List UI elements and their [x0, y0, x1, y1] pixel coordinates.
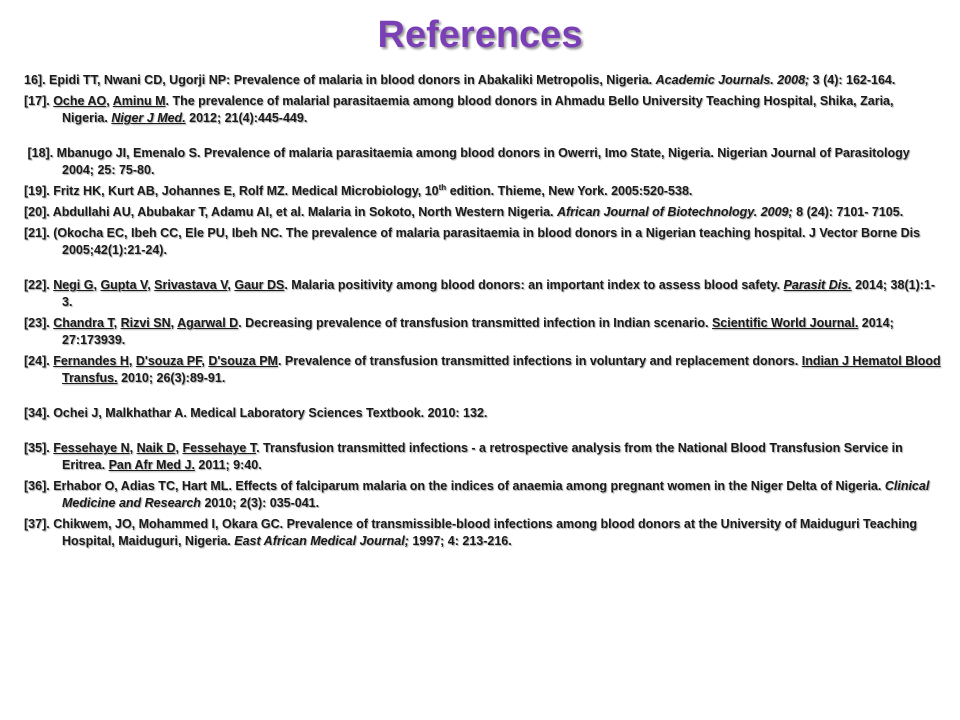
author-link[interactable]: Fernandes H — [53, 354, 129, 368]
ref-text: 2014; 27:173939. — [62, 316, 894, 347]
reference-21 — [24, 225, 942, 259]
author-link[interactable]: Gupta V — [100, 278, 148, 292]
author-link[interactable]: Naik D — [136, 441, 176, 455]
ref-text: Mbanugo JI, Emenalo S. Prevalence of malaria parasitaemia among blood donors in Owerri, Imo State, Nigeria. Nigerian Journal of Parasitology 2004; 25: 75-80. — [56, 146, 910, 177]
ref-text: (Okocha EC, Ibeh CC, Ele PU, Ibeh NC. The prevalence of malaria parasitaemia in blood donors in a Nigerian teaching hospital. J Vector Borne Dis 2005;42(1):21-24). — [53, 226, 921, 257]
author-link[interactable]: Fessehaye T — [182, 441, 257, 455]
ref-text: . Prevalence of transfusion transmitted infections in voluntary and replacement donors. — [277, 354, 799, 368]
author-link[interactable]: Fessehaye N — [53, 441, 130, 455]
ref-journal: East African Medical Journal; — [234, 534, 409, 548]
page-title: References — [377, 14, 583, 56]
ref-text: Abdullahi AU, Abubakar T, Adamu AI, et al. Malaria in Sokoto, North Western Nigeria. — [52, 205, 554, 219]
author-link[interactable]: D'souza PF — [135, 354, 202, 368]
ref-text: 2014; 38(1):1-3. — [62, 278, 936, 309]
author-link[interactable]: Gaur DS — [234, 278, 285, 292]
ref-text: 2010; 2(3): 035-041. — [204, 496, 320, 510]
author-link[interactable]: Aminu M — [112, 94, 166, 108]
ref-text: Erhabor O, Adias TC, Hart ML. Effects of falciparum malaria on the indices of anaemia among pregnant women in the Niger Delta of Nigeria. — [53, 479, 882, 493]
ref-text: 2010; 26(3):89-91. — [121, 371, 226, 385]
reference-20 — [24, 204, 942, 221]
journal-link[interactable]: Scientific World Journal. — [711, 316, 859, 330]
ref-number: [22]. — [24, 278, 50, 292]
ref-text: . The prevalence of malarial parasitaemia among blood donors in Ahmadu Bello University Teaching Hospital, Shika, Zaria, Nigeria. — [62, 94, 894, 125]
author-link[interactable]: D'souza PM — [208, 354, 278, 368]
ref-text: Ochei J, Malkhathar A. Medical Laboratory Sciences Textbook. 2010: 132. — [53, 406, 488, 420]
ref-text: , — [106, 94, 110, 108]
ref-number: [34]. — [24, 406, 50, 420]
ref-number: 16]. — [24, 73, 46, 87]
author-link[interactable]: Oche AO — [53, 94, 107, 108]
ref-text: 2012; 21(4):445-449. — [189, 111, 308, 125]
reference-19 — [24, 183, 942, 200]
ref-text: . Transfusion transmitted infections - a retrospective analysis from the National Blood Transfusion Service in Eritrea. — [62, 441, 903, 472]
ref-journal: Academic Journals. 2008; — [655, 73, 810, 87]
ref-number: [17]. — [24, 94, 50, 108]
ref-text: 3 (4): 162-164. — [812, 73, 896, 87]
ref-text: 1997; 4: 213-216. — [412, 534, 512, 548]
journal-link[interactable]: Parasit Dis. — [783, 278, 852, 292]
reference-22: [22]. Negi G, Gupta V, Srivastava V, Gaur DS. Malaria positivity among blood donors: an important index to assess blood safety. Parasit Dis. 2014; 38(1):1-3. — [24, 278, 936, 309]
ref-number: [24]. — [24, 354, 50, 368]
reference-35: [35]. Fessehaye N, Naik D, Fessehaye T. Transfusion transmitted infections - a retrospective analysis from the National Blood Transfusion Service in Eritrea. Pan Afr Med J. 2011; 9:40. — [24, 441, 903, 472]
reference-23: [23]. Chandra T, Rizvi SN, Agarwal D. Decreasing prevalence of transfusion transmitted infection in Indian scenario. Scientific World Journal. 2014; 27:173939. — [24, 316, 894, 347]
author-link[interactable]: Srivastava V — [154, 278, 228, 292]
ref-number: [35]. — [24, 441, 50, 455]
ref-text: 8 (24): 7101- 7105. — [796, 205, 904, 219]
reference-16 — [24, 72, 942, 89]
ref-number: [36]. — [24, 479, 50, 493]
journal-link[interactable]: Indian J Hematol Blood Transfus. — [62, 354, 941, 385]
reference-37 — [24, 516, 942, 550]
ref-text: . Malaria positivity among blood donors: an important index to assess blood safety. — [284, 278, 781, 292]
reference-24: [24]. Fernandes H, D'souza PF, D'souza PM. Prevalence of transfusion transmitted infections in voluntary and replacement donors. Indian J Hematol Blood Transfus. 2010; 26(3):89-91. — [24, 354, 941, 385]
author-link[interactable]: Chandra T — [53, 316, 114, 330]
ref-text: Epidi TT, Nwani CD, Ugorji NP: Prevalence of malaria in blood donors in Abakaliki Metropolis, Nigeria. — [49, 73, 653, 87]
ref-number: [20]. — [24, 205, 50, 219]
ref-journal: Clinical Medicine and Research — [62, 479, 930, 510]
reference-36 — [24, 478, 942, 512]
superscript: th — [438, 182, 447, 192]
reference-17 — [24, 93, 942, 127]
ref-number: [19]. — [24, 184, 50, 198]
author-link[interactable]: Agarwal D — [177, 316, 239, 330]
author-link[interactable]: Rizvi SN — [120, 316, 171, 330]
journal-link[interactable]: Niger J Med. — [111, 111, 186, 125]
references-list — [24, 72, 942, 554]
ref-text: . Decreasing prevalence of transfusion transmitted infection in Indian scenario. — [238, 316, 709, 330]
ref-text: edition. Thieme, New York. 2005:520-538. — [449, 184, 693, 198]
ref-text: Chikwem, JO, Mohammed I, Okara GC. Prevalence of transmissible-blood infections among blood donors at the University of Maiduguri Teaching Hospital, Maiduguri, Nigeria. — [53, 517, 917, 548]
ref-journal: African Journal of Biotechnology. 2009; — [556, 205, 793, 219]
ref-number: [21]. — [24, 226, 50, 240]
ref-text: Fritz HK, Kurt AB, Johannes E, Rolf MZ. Medical Microbiology, 10 — [53, 184, 439, 198]
ref-number: [18]. — [27, 146, 54, 160]
journal-link[interactable]: Pan Afr Med J. — [108, 458, 195, 472]
ref-text: 2011; 9:40. — [198, 458, 262, 472]
reference-18 — [24, 145, 942, 179]
reference-34 — [24, 405, 942, 422]
ref-number: [23]. — [24, 316, 50, 330]
ref-number: [37]. — [24, 517, 50, 531]
author-link[interactable]: Negi G — [53, 278, 94, 292]
